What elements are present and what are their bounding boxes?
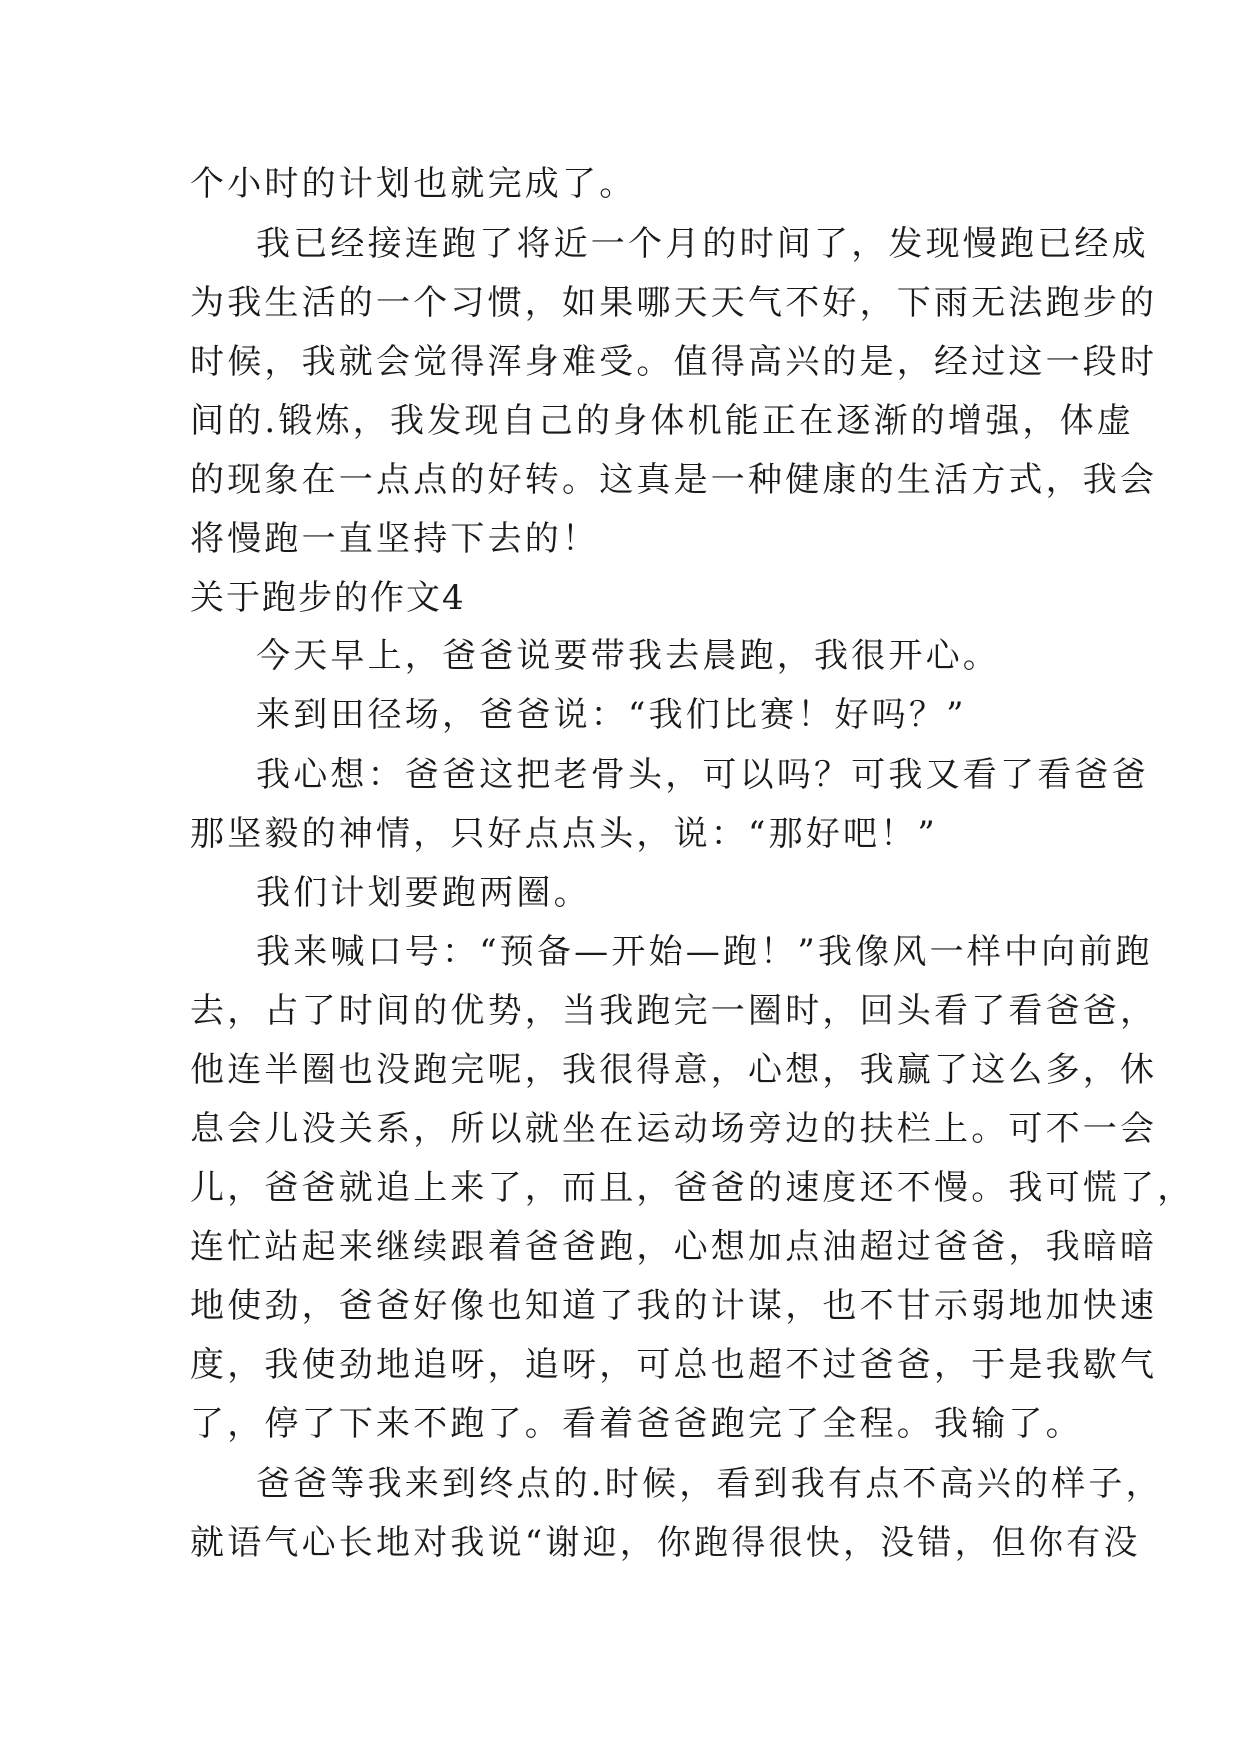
text-line: 我已经接连跑了将近一个月的时间了，发现慢跑已经成	[256, 224, 1149, 264]
text-line: 间的.锻炼，我发现自己的身体机能正在逐渐的增强，体虚	[190, 401, 1135, 441]
text-line: 去，占了时间的优势，当我跑完一圈时，回头看了看爸爸，	[190, 991, 1158, 1031]
text-line: 将慢跑一直坚持下去的！	[190, 519, 600, 559]
text-line: 个小时的计划也就完成了。	[190, 164, 637, 204]
text-line: 来到田径场，爸爸说：“我们比赛！好吗？”	[256, 695, 967, 735]
text-line: 度，我使劲地追呀，追呀，可总也超不过爸爸，于是我歇气	[190, 1345, 1158, 1385]
text-line: 时候，我就会觉得浑身难受。值得高兴的是，经过这一段时	[190, 342, 1158, 382]
text-line: 为我生活的一个习惯，如果哪天天气不好，下雨无法跑步的	[190, 283, 1158, 323]
text-line: 就语气心长地对我说“谢迎，你跑得很快，没错，但你有没	[190, 1523, 1141, 1563]
text-line: 我来喊口号：“预备—开始—跑！”我像风一样中向前跑	[256, 932, 1153, 972]
text-line: 息会儿没关系，所以就坐在运动场旁边的扶栏上。可不一会	[190, 1109, 1158, 1149]
text-line: 我们计划要跑两圈。	[256, 873, 591, 913]
text-line: 地使劲，爸爸好像也知道了我的计谋，也不甘示弱地加快速	[190, 1286, 1158, 1326]
text-line: 我心想：爸爸这把老骨头，可以吗？可我又看了看爸爸	[256, 755, 1149, 795]
text-line: 连忙站起来继续跟着爸爸跑，心想加点油超过爸爸，我暗暗	[190, 1227, 1158, 1267]
section-heading: 关于跑步的作文4	[190, 578, 466, 618]
text-line: 儿，爸爸就追上来了，而且，爸爸的速度还不慢。我可慌了，	[190, 1168, 1195, 1208]
text-line: 了，停了下来不跑了。看着爸爸跑完了全程。我输了。	[190, 1404, 1083, 1444]
text-line: 他连半圈也没跑完呢，我很得意，心想，我赢了这么多，休	[190, 1050, 1158, 1090]
text-line: 那坚毅的神情，只好点点头，说：“那好吧！”	[190, 814, 938, 854]
text-line: 今天早上，爸爸说要带我去晨跑，我很开心。	[256, 636, 1000, 676]
text-line: 爸爸等我来到终点的.时候，看到我有点不高兴的样子，	[256, 1464, 1163, 1504]
text-line: 的现象在一点点的好转。这真是一种健康的生活方式，我会	[190, 460, 1158, 500]
